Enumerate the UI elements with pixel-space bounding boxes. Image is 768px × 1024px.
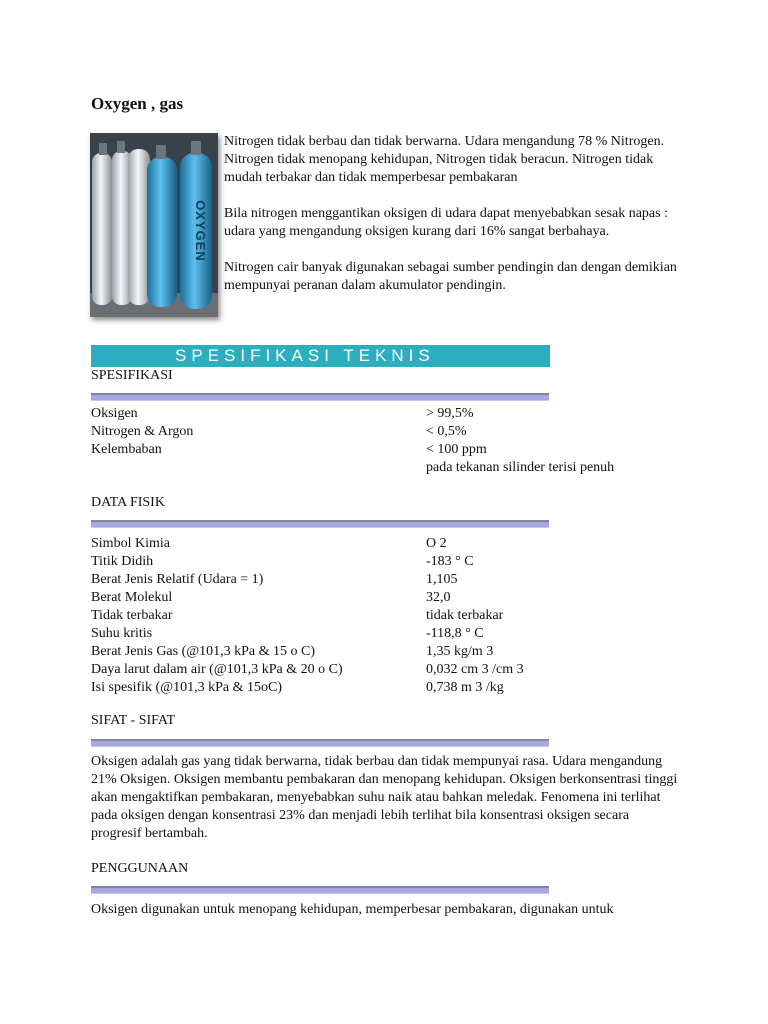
table-row xyxy=(91,441,614,459)
row-label: Isi spesifik (@101,3 kPa & 15oC) xyxy=(91,680,282,695)
intro-paragraph: Nitrogen cair banyak digunakan sebagai sumber pendingin dan dengan demikian mempunyai peranan dalam akumulator pendingin. xyxy=(224,260,677,293)
data-fisik-table xyxy=(91,535,524,697)
spesifikasi-table xyxy=(91,405,614,477)
row-value: tidak terbakar xyxy=(426,608,504,623)
sifat-paragraph: Oksigen adalah gas yang tidak berwarna, tidak berbau dan tidak mempunyai rasa. Udara mengandung 21% Oksigen. Oksigen membantu pembakaran dan menopang kehidupan. Oksigen berkonsentrasi tinggi akan mengaktifkan pembakaran, menyebabkan suhu naik atau bahkan meledak. Fenomena ini terlihat pada oksigen dengan konsentrasi 23% dan menjadi lebih terlihat bila konsentrasi oksigen secara progresif bertambah. xyxy=(91,754,678,841)
table-row xyxy=(91,423,614,441)
row-label: Berat Jenis Gas (@101,3 kPa & 15 o C) xyxy=(91,644,316,659)
penggunaan-paragraph: Oksigen digunakan untuk menopang kehidupan, memperbesar pembakaran, digunakan untuk xyxy=(91,902,614,917)
row-value: 32,0 xyxy=(426,590,451,605)
row-label: Suhu kritis xyxy=(91,626,153,641)
table-row xyxy=(91,459,614,477)
row-label: Oksigen xyxy=(91,406,138,421)
row-value: O 2 xyxy=(426,536,447,551)
row-label: Daya larut dalam air (@101,3 kPa & 20 o C) xyxy=(91,662,343,677)
row-value: -118,8 ° C xyxy=(426,626,484,641)
row-label: Simbol Kimia xyxy=(91,536,170,551)
row-value: 1,35 kg/m 3 xyxy=(426,644,494,659)
photo-label: OXYGEN xyxy=(193,200,208,262)
intro-paragraph: Bila nitrogen menggantikan oksigen di udara dapat menyebabkan sesak napas : udara yang mengandung oksigen kurang dari 16% sangat berbahaya. xyxy=(224,206,668,239)
table-row xyxy=(91,405,614,423)
row-label: Berat Molekul xyxy=(91,590,173,605)
section-divider xyxy=(91,886,549,894)
row-label: Nitrogen & Argon xyxy=(91,424,194,439)
intro-text xyxy=(224,133,684,313)
sifat-heading: SIFAT - SIFAT xyxy=(91,713,176,728)
row-label: Kelembaban xyxy=(91,442,162,457)
oxygen-cylinders-photo xyxy=(90,133,218,317)
row-label: Tidak terbakar xyxy=(91,608,173,623)
row-value: < 100 ppm xyxy=(426,442,487,457)
row-value: 1,105 xyxy=(426,572,458,587)
table-row xyxy=(91,625,524,643)
table-row xyxy=(91,643,524,661)
intro-paragraph: Nitrogen tidak berbau dan tidak berwarna. Udara mengandung 78 % Nitrogen. Nitrogen tidak menopang kehidupan, Nitrogen tidak beracun. Nitrogen tidak mudah terbakar dan tidak memperbesar pembakaran xyxy=(224,134,665,185)
spesifikasi-teknis-banner: SPESIFIKASI TEKNIS xyxy=(91,345,550,367)
row-value: < 0,5% xyxy=(426,424,467,439)
row-label: Titik Didih xyxy=(91,554,154,569)
row-value: pada tekanan silinder terisi penuh xyxy=(426,460,615,475)
row-value: 0,032 cm 3 /cm 3 xyxy=(426,662,524,677)
table-row xyxy=(91,607,524,625)
row-value: 0,738 m 3 /kg xyxy=(426,680,504,695)
page-title: Oxygen , gas xyxy=(91,94,184,113)
section-divider xyxy=(91,520,549,528)
table-row xyxy=(91,535,524,553)
row-value: -183 ° C xyxy=(426,554,474,569)
section-divider xyxy=(91,739,549,747)
row-value: > 99,5% xyxy=(426,406,474,421)
table-row xyxy=(91,679,524,697)
table-row xyxy=(91,661,524,679)
row-label: Berat Jenis Relatif (Udara = 1) xyxy=(91,572,264,587)
spesifikasi-heading: SPESIFIKASI xyxy=(91,368,173,383)
table-row xyxy=(91,571,524,589)
penggunaan-heading: PENGGUNAAN xyxy=(91,861,189,876)
section-divider xyxy=(91,393,549,401)
data-fisik-heading: DATA FISIK xyxy=(91,495,165,510)
table-row xyxy=(91,553,524,571)
row-label xyxy=(91,459,426,477)
table-row xyxy=(91,589,524,607)
